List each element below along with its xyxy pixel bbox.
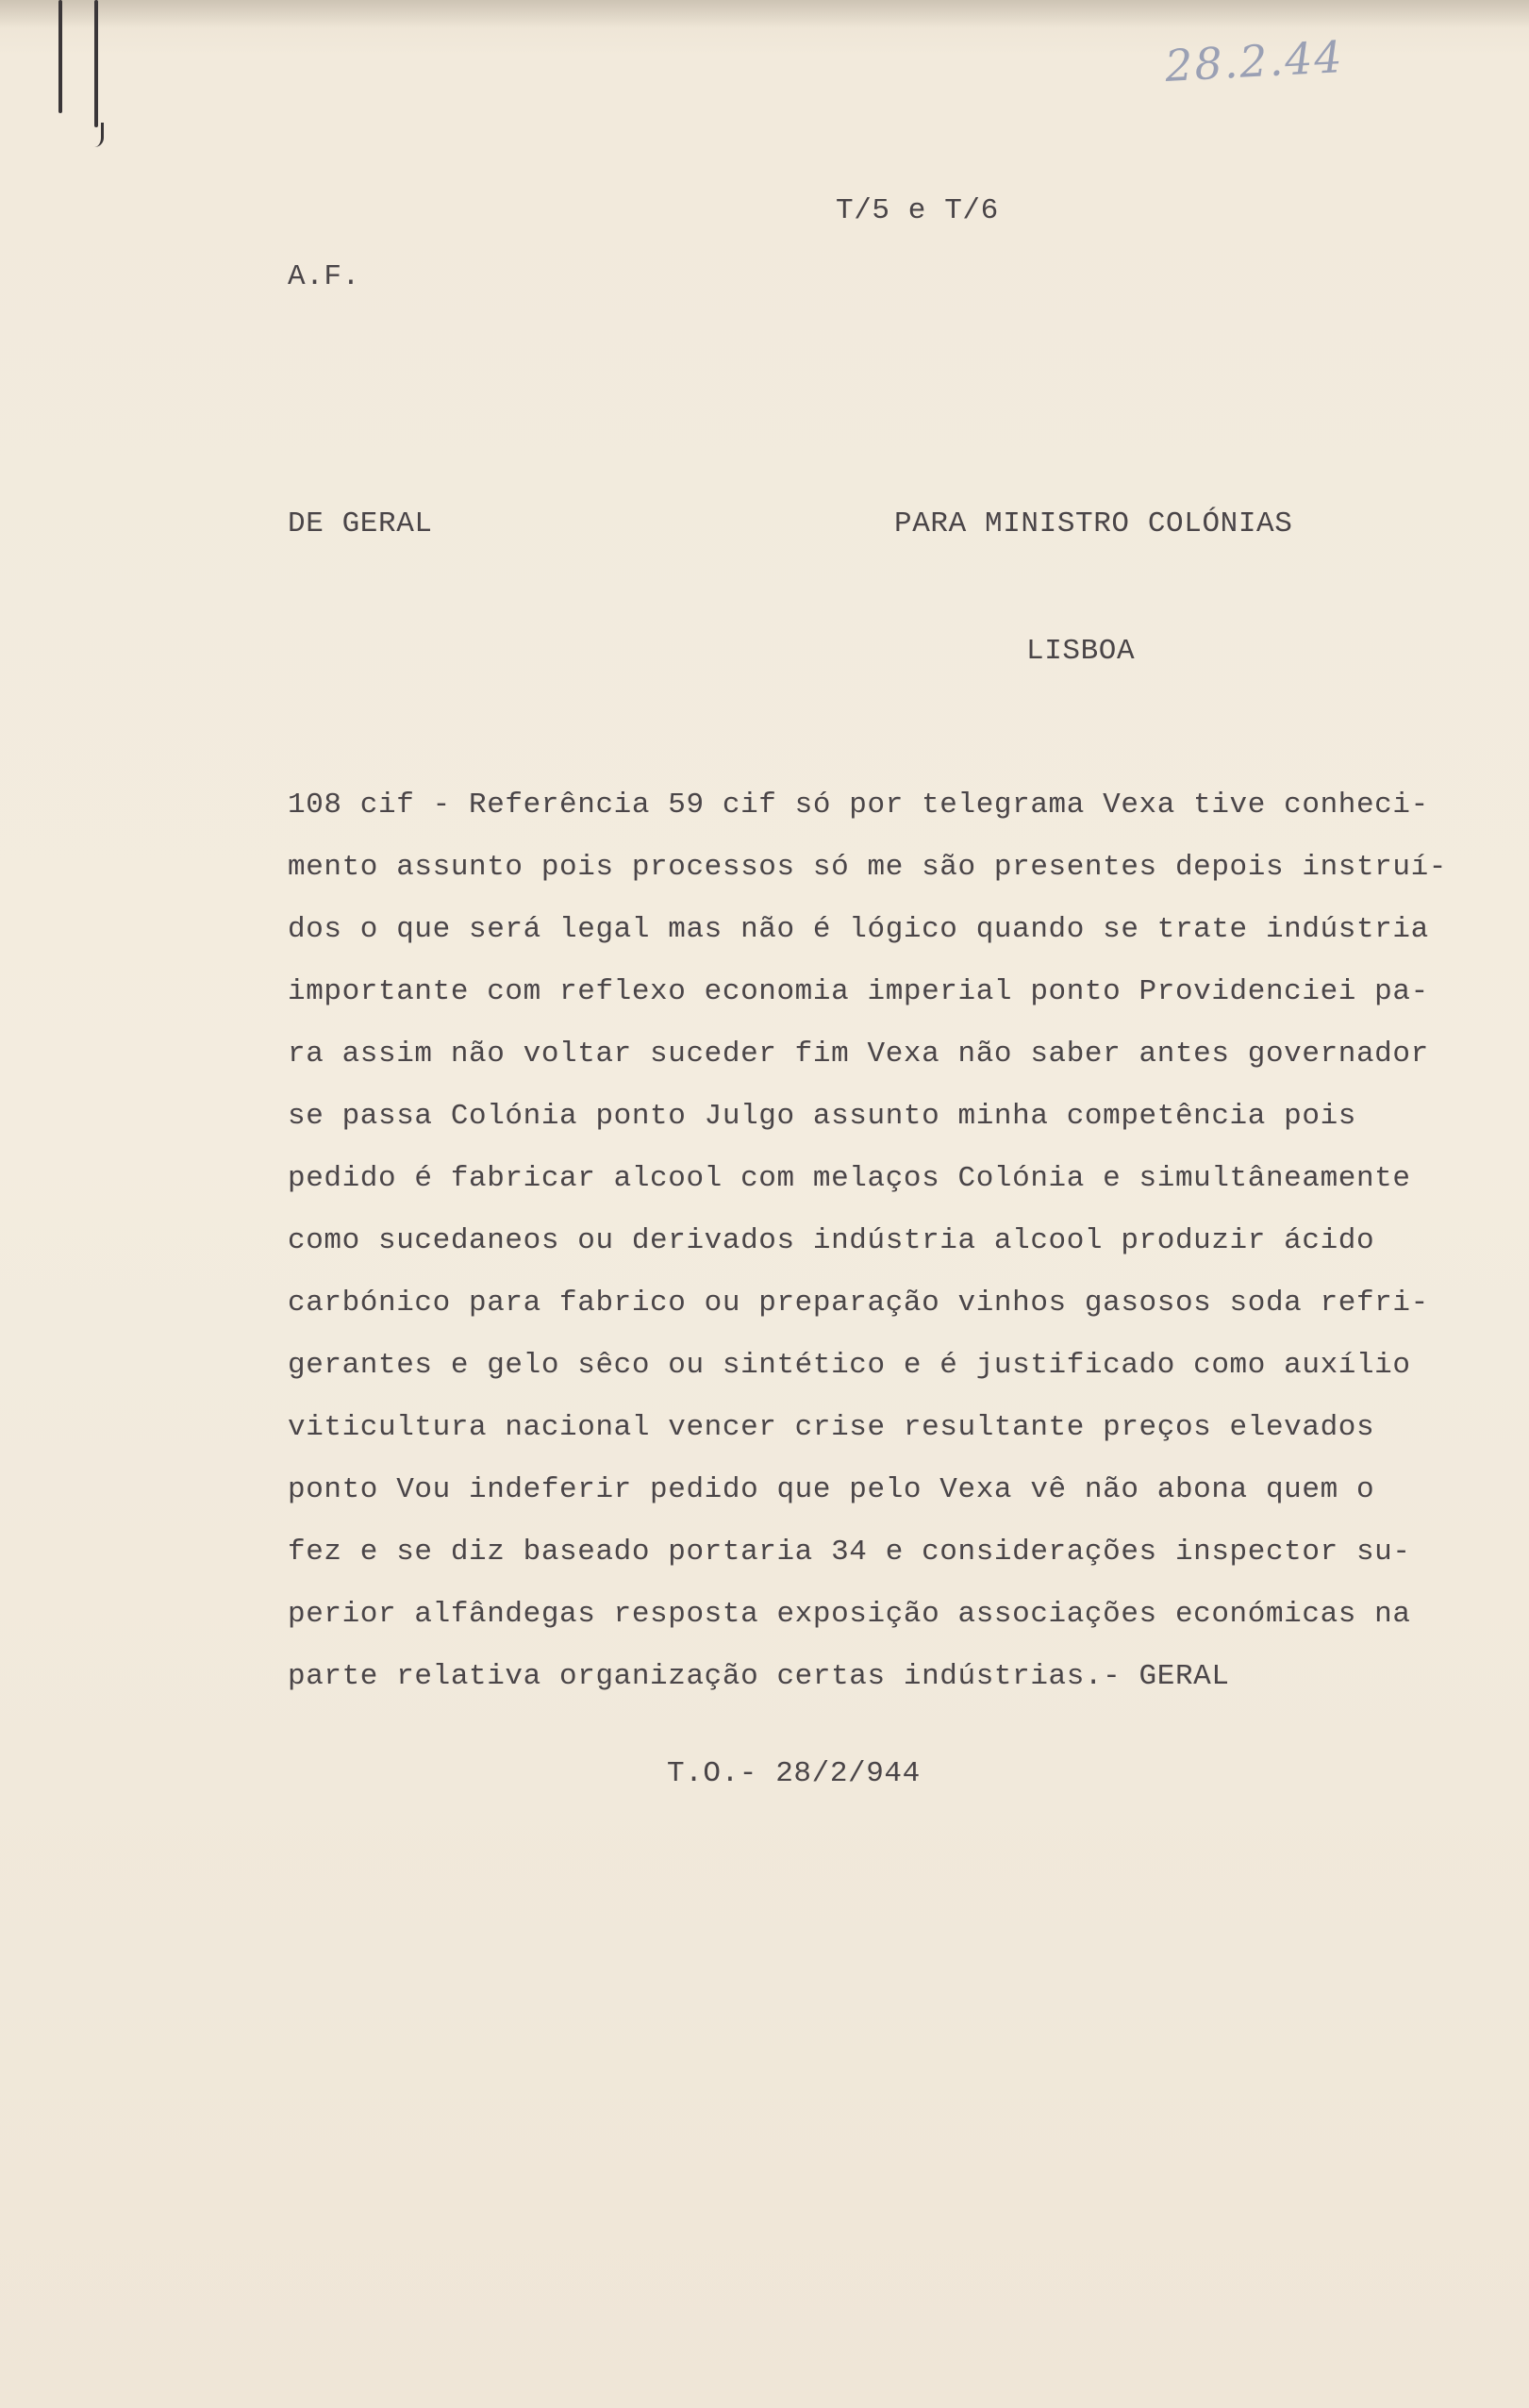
telegram-body [288, 790, 1504, 1724]
body-line: ponto Vou indeferir pedido que pelo Vexa vê não abona quem o [288, 1473, 1375, 1506]
top-edge-shadow [0, 0, 1529, 28]
body-line: carbónico para fabrico ou preparação vinhos gasosos soda refri- [288, 1287, 1429, 1320]
initials: A.F. [288, 260, 360, 293]
body-line: 108 cif - Referência 59 cif só por telegrama Vexa tive conheci- [288, 789, 1429, 822]
binding-mark-right [94, 0, 98, 127]
body-line: se passa Colónia ponto Julgo assunto minha competência pois [288, 1100, 1356, 1133]
transmission-date: T.O.- 28/2/944 [667, 1757, 921, 1790]
body-line: como sucedaneos ou derivados indústria alcool produzir ácido [288, 1224, 1375, 1257]
body-line: parte relativa organização certas indústrias.- GERAL [288, 1660, 1230, 1693]
sender: DE GERAL [288, 507, 433, 540]
handwritten-date: 28.2.44 [1163, 31, 1345, 91]
body-line: importante com reflexo economia imperial ponto Providenciei pa- [288, 975, 1429, 1008]
body-line: gerantes e gelo sêco ou sintético e é justificado como auxílio [288, 1349, 1411, 1382]
recipient: PARA MINISTRO COLÓNIAS [894, 507, 1293, 540]
body-line: fez e se diz baseado portaria 34 e considerações inspector su- [288, 1536, 1411, 1569]
body-line: viticultura nacional vencer crise resultante preços elevados [288, 1411, 1375, 1444]
recipient-city: LISBOA [1026, 635, 1136, 668]
body-line: pedido é fabricar alcool com melaços Colónia e simultâneamente [288, 1162, 1411, 1195]
binding-mark-left [58, 0, 62, 113]
body-line: mento assunto pois processos só me são presentes depois instruí- [288, 851, 1447, 884]
body-line: ra assim não voltar suceder fim Vexa não saber antes governador [288, 1038, 1429, 1071]
document-reference: T/5 e T/6 [836, 194, 999, 227]
body-line: dos o que será legal mas não é lógico quando se trate indústria [288, 913, 1429, 946]
binding-hook [90, 123, 104, 147]
body-line: perior alfândegas resposta exposição associações económicas na [288, 1598, 1411, 1631]
